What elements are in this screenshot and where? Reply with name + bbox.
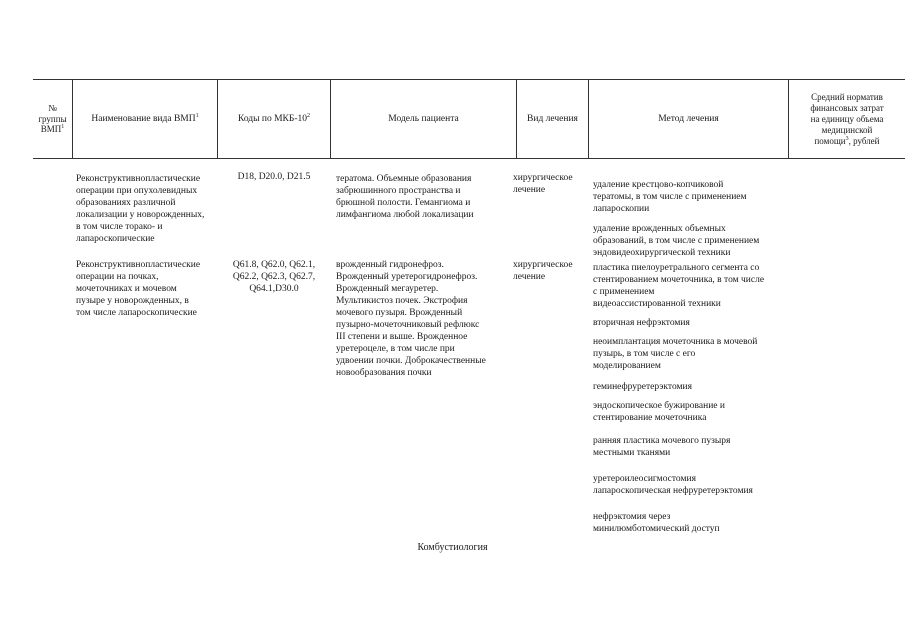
header-group-number [33,80,72,158]
row-2-method-2: вторичная нефрэктомия [593,318,690,328]
header-icd-codes [218,80,330,158]
row-2-method-8: нефрэктомия через минилюмботомический доступ [593,512,720,534]
header-patient-model [331,80,516,158]
header-method-text: Метод лечения [658,113,719,124]
row-1-vmp-name: Реконструктивнопластические операции при опухолевидных образованиях различной локализации у новорожденных, в том числе торако- и лапароскопические [76,174,205,244]
row-1-treatment-type: хирургическое лечение [513,173,573,195]
header-treatment-type [517,80,588,158]
footnote-mark: 2 [307,112,311,119]
row-2-treatment-type: хирургическое лечение [513,260,573,282]
row-2-method-4: геминефруретерэктомия [593,382,692,392]
header-norm-text: Средний норматив финансовых затрат на единицу объема медицинской помощи [810,92,884,146]
header-treatment-method [589,80,788,158]
row-1-patient-model: тератома. Объемные образования забрюшинного пространства и брюшной полости. Гемангиома и лимфангиома любой локализации [336,174,474,220]
header-group-text: № группы ВМП [38,103,67,135]
row-1-method-1: удаление крестцово-копчиковой тератомы, в том числе с применением лапароскопии [593,180,747,214]
header-codes-text: Коды по МКБ-10 [237,113,308,124]
row-2-method-6: ранняя пластика мочевого пузыря местными тканями [593,436,731,458]
header-name-text: Наименование вида ВМП [91,113,196,124]
header-treatment-text: Вид лечения [527,113,578,124]
footnote-mark: 1 [61,124,65,131]
footnote-mark: 3 [845,136,849,142]
row-2-method-1: пластика пиелоуретрального сегмента со стентированием мочеточника, в том числе с применением видеоассистированной техники [593,263,765,309]
header-vmp-name [73,80,217,158]
header-cost-norm [789,92,905,158]
footnote-mark: 1 [195,112,199,119]
section-title: Комбустиология [417,542,488,553]
row-2-icd-codes: Q61.8, Q62.0, Q62.1, Q62.2, Q62.3, Q62.7, Q64.1,D30.0 [232,260,316,294]
table-header-border [33,158,905,159]
row-2-method-7: уретероилеосигмостомия лапароскопическая нефруретерэктомия [593,474,753,496]
header-norm-tail: , рублей [848,136,880,146]
row-2-patient-model: врожденный гидронефроз. Врожденный уретерогидронефроз. Врожденный мегауретер. Мультикистоз почек. Экстрофия мочевого пузыря. Врожденный пузырно-мочеточниковый рефлюкс III степени и выше. Врожденное уретероцеле, в том числе при удвоении почки. Доброкачественные новообразования почки [336,260,486,378]
row-1-icd-codes: D18, D20.0, D21.5 [237,172,311,182]
row-2-method-3: неоимплантация мочеточника в мочевой пузырь, в том числе с его моделированием [593,337,758,371]
row-1-method-2: удаление врожденных объемных образований, в том числе с применением эндовидеохирургической техники [593,224,760,258]
row-2-method-5: эндоскопическое бужирование и стентирование мочеточника [593,401,725,423]
row-2-vmp-name: Реконструктивнопластические операции на почках, мочеточниках и мочевом пузыре у новорожденных, в том числе лапароскопические [76,260,201,318]
header-model-text: Модель пациента [388,113,459,124]
